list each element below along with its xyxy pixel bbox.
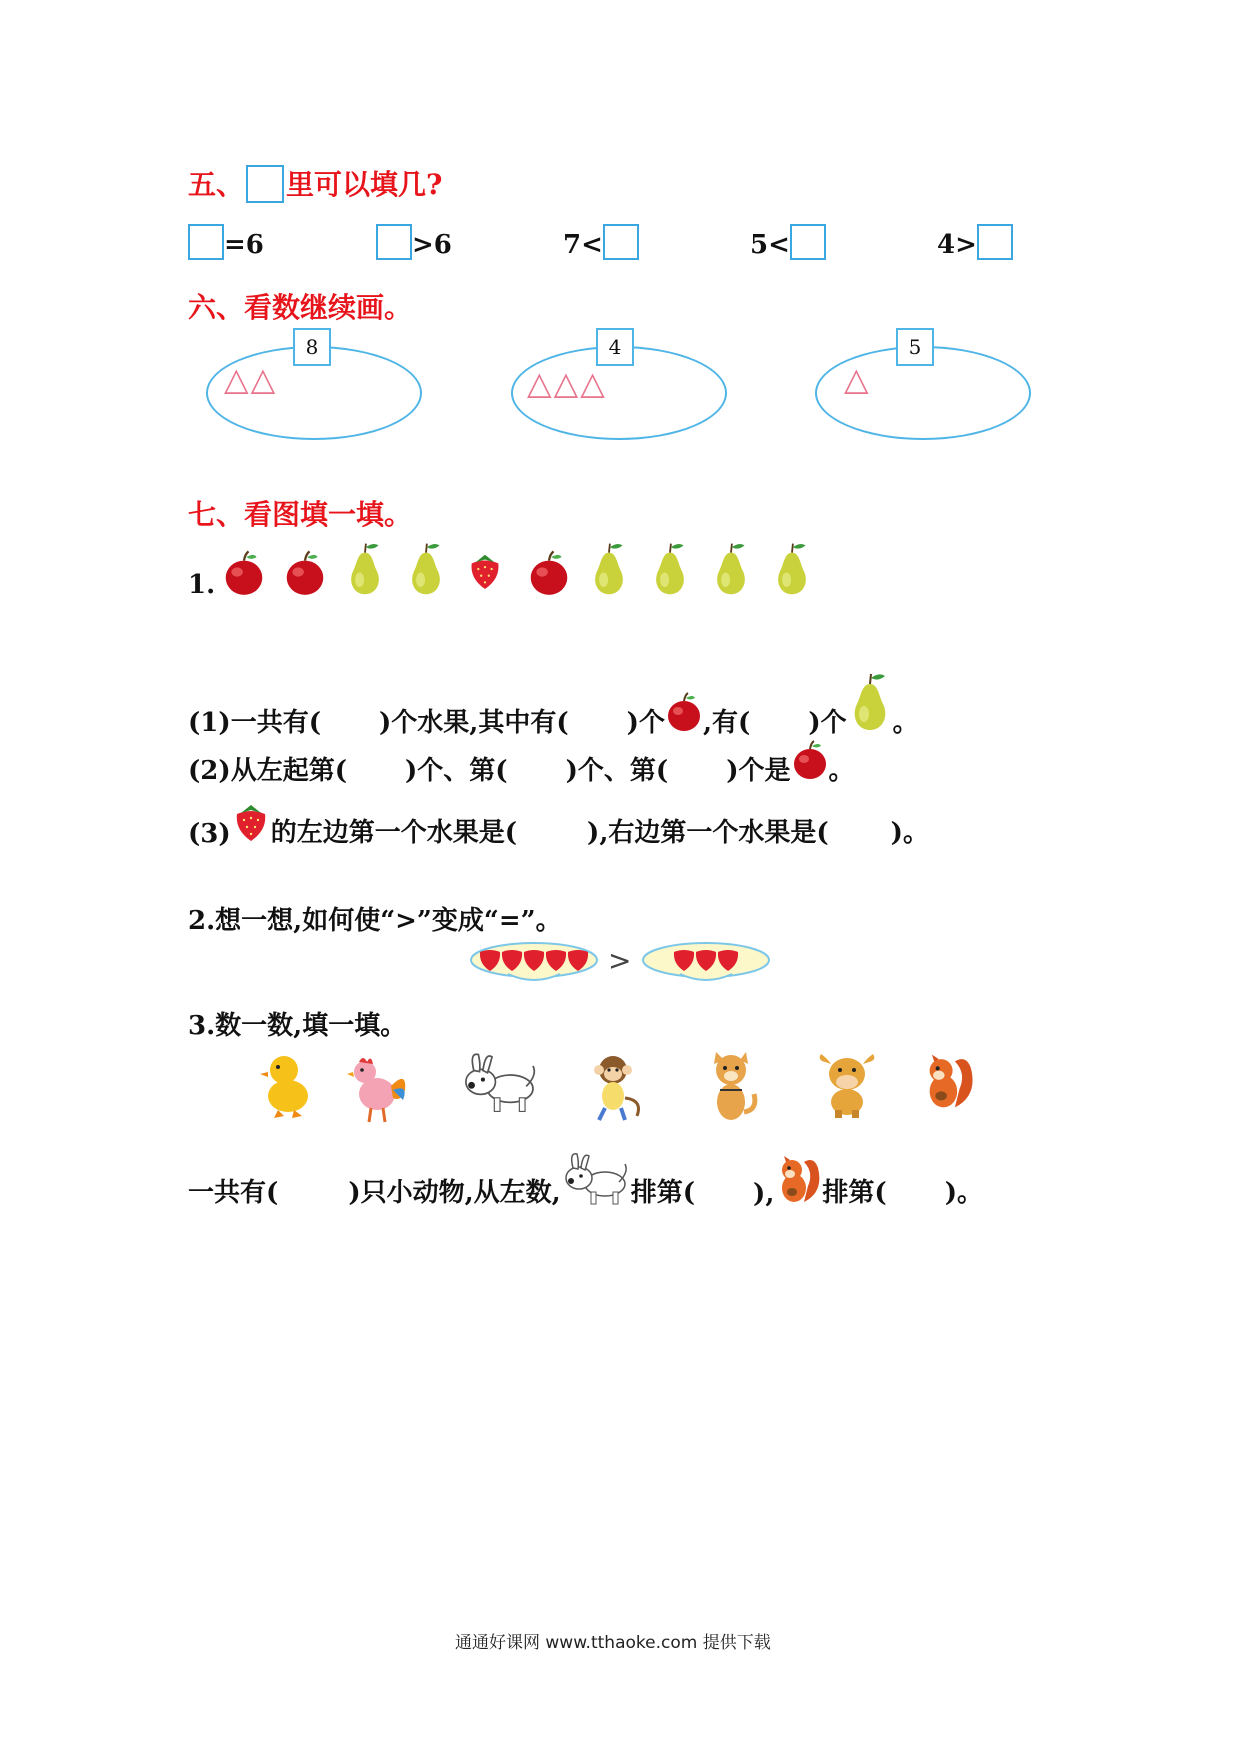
apple-icon xyxy=(283,548,327,600)
q1-1-a: (1)一共有( xyxy=(188,708,321,738)
ineq-2-text: >6 xyxy=(412,230,452,260)
apple-icon xyxy=(222,548,266,600)
q1-1-e: )个 xyxy=(808,708,847,738)
ineq-1 xyxy=(188,224,264,260)
ineq-5 xyxy=(937,224,1013,260)
ineq-2 xyxy=(376,224,452,260)
plate-right xyxy=(640,940,772,992)
cat-icon xyxy=(700,1050,762,1130)
pear-icon xyxy=(588,540,630,600)
ineq-3 xyxy=(563,224,639,260)
section5-heading xyxy=(188,163,442,203)
pear-icon xyxy=(847,670,893,739)
q1-3-a: (3) xyxy=(188,819,231,849)
ineq-5-text: 4> xyxy=(937,230,977,260)
number-box-3: 5 xyxy=(896,328,934,366)
ineq-1-text: =6 xyxy=(224,230,264,260)
number-box-2: 4 xyxy=(596,328,634,366)
triangles-1: △△ xyxy=(224,360,278,398)
q3-b: )只小动物,从左数, xyxy=(348,1178,561,1208)
q2-title: 2.想一想,如何使“>”变成“=”。 xyxy=(188,906,562,936)
duck-icon xyxy=(258,1050,318,1124)
answer-box-4[interactable] xyxy=(790,224,826,260)
squirrel-icon xyxy=(774,1152,822,1213)
section7-title: 七、看图填一填。 xyxy=(188,498,413,531)
q3-a: 一共有( xyxy=(188,1178,279,1208)
section6-title: 六、看数继续画。 xyxy=(188,291,413,324)
answer-box-sample xyxy=(246,165,284,203)
answer-box-3[interactable] xyxy=(603,224,639,260)
monkey-icon xyxy=(585,1050,647,1128)
ineq-4 xyxy=(750,224,826,260)
answer-box-1[interactable] xyxy=(188,224,224,260)
pear-icon xyxy=(710,540,752,600)
pear-icon xyxy=(344,540,386,600)
q3-d: ), xyxy=(753,1179,775,1209)
q1-2-d: )个是 xyxy=(726,756,791,786)
q3-e: 排第( xyxy=(822,1178,887,1208)
triangles-3: △ xyxy=(844,360,871,398)
q1-label: 1. xyxy=(188,570,216,600)
q3-c: 排第( xyxy=(630,1178,696,1208)
apple-icon xyxy=(665,690,703,739)
q1-2-e: 。 xyxy=(828,756,855,786)
cow-icon xyxy=(815,1050,879,1124)
pear-icon xyxy=(405,540,447,600)
footer-text: 通通好课网 www.tthaoke.com 提供下载 xyxy=(455,1633,771,1653)
q3-title: 3.数一数,填一填。 xyxy=(188,1011,407,1041)
section5-num: 五、 xyxy=(188,168,245,201)
q1-2-a: (2)从左起第( xyxy=(188,756,347,786)
answer-box-5[interactable] xyxy=(977,224,1013,260)
answer-box-2[interactable] xyxy=(376,224,412,260)
dog-icon xyxy=(458,1050,542,1120)
animal-row xyxy=(0,1050,1240,1140)
plate-left xyxy=(468,940,600,992)
strawberry-icon xyxy=(466,548,504,596)
q1-3-b: 的左边第一个水果是( xyxy=(270,818,518,848)
apple-icon xyxy=(527,548,571,600)
q1-2-line xyxy=(188,738,855,787)
pear-icon xyxy=(771,540,813,600)
compare-sign: > xyxy=(608,944,632,977)
strawberry-icon xyxy=(231,800,271,849)
q1-3-d: )。 xyxy=(890,818,929,848)
ineq-4-text: 5< xyxy=(750,230,790,260)
pear-icon xyxy=(649,540,691,600)
q1-2-c: )个、第( xyxy=(565,756,669,786)
q1-1-d: ,有( xyxy=(702,708,751,738)
q1-1-c: )个 xyxy=(626,708,665,738)
q1-2-b: )个、第( xyxy=(405,756,508,786)
number-box-1: 8 xyxy=(293,328,331,366)
dog-icon xyxy=(561,1150,631,1215)
apple-icon xyxy=(791,738,829,787)
ineq-3-text: 7< xyxy=(563,230,603,260)
q1-3-line xyxy=(188,800,929,849)
triangles-2: △△△ xyxy=(527,364,607,402)
q3-line xyxy=(188,1150,983,1209)
q1-1-line xyxy=(188,670,919,739)
q1-1-b: )个水果,其中有( xyxy=(379,708,569,738)
q1-1-f: 。 xyxy=(892,708,919,738)
squirrel-icon xyxy=(920,1050,976,1116)
rooster-icon xyxy=(345,1050,411,1128)
section5-title: 里可以填几? xyxy=(286,168,443,201)
q1-3-c: ),右边第一个水果是( xyxy=(587,818,829,848)
q3-f: )。 xyxy=(944,1178,984,1208)
